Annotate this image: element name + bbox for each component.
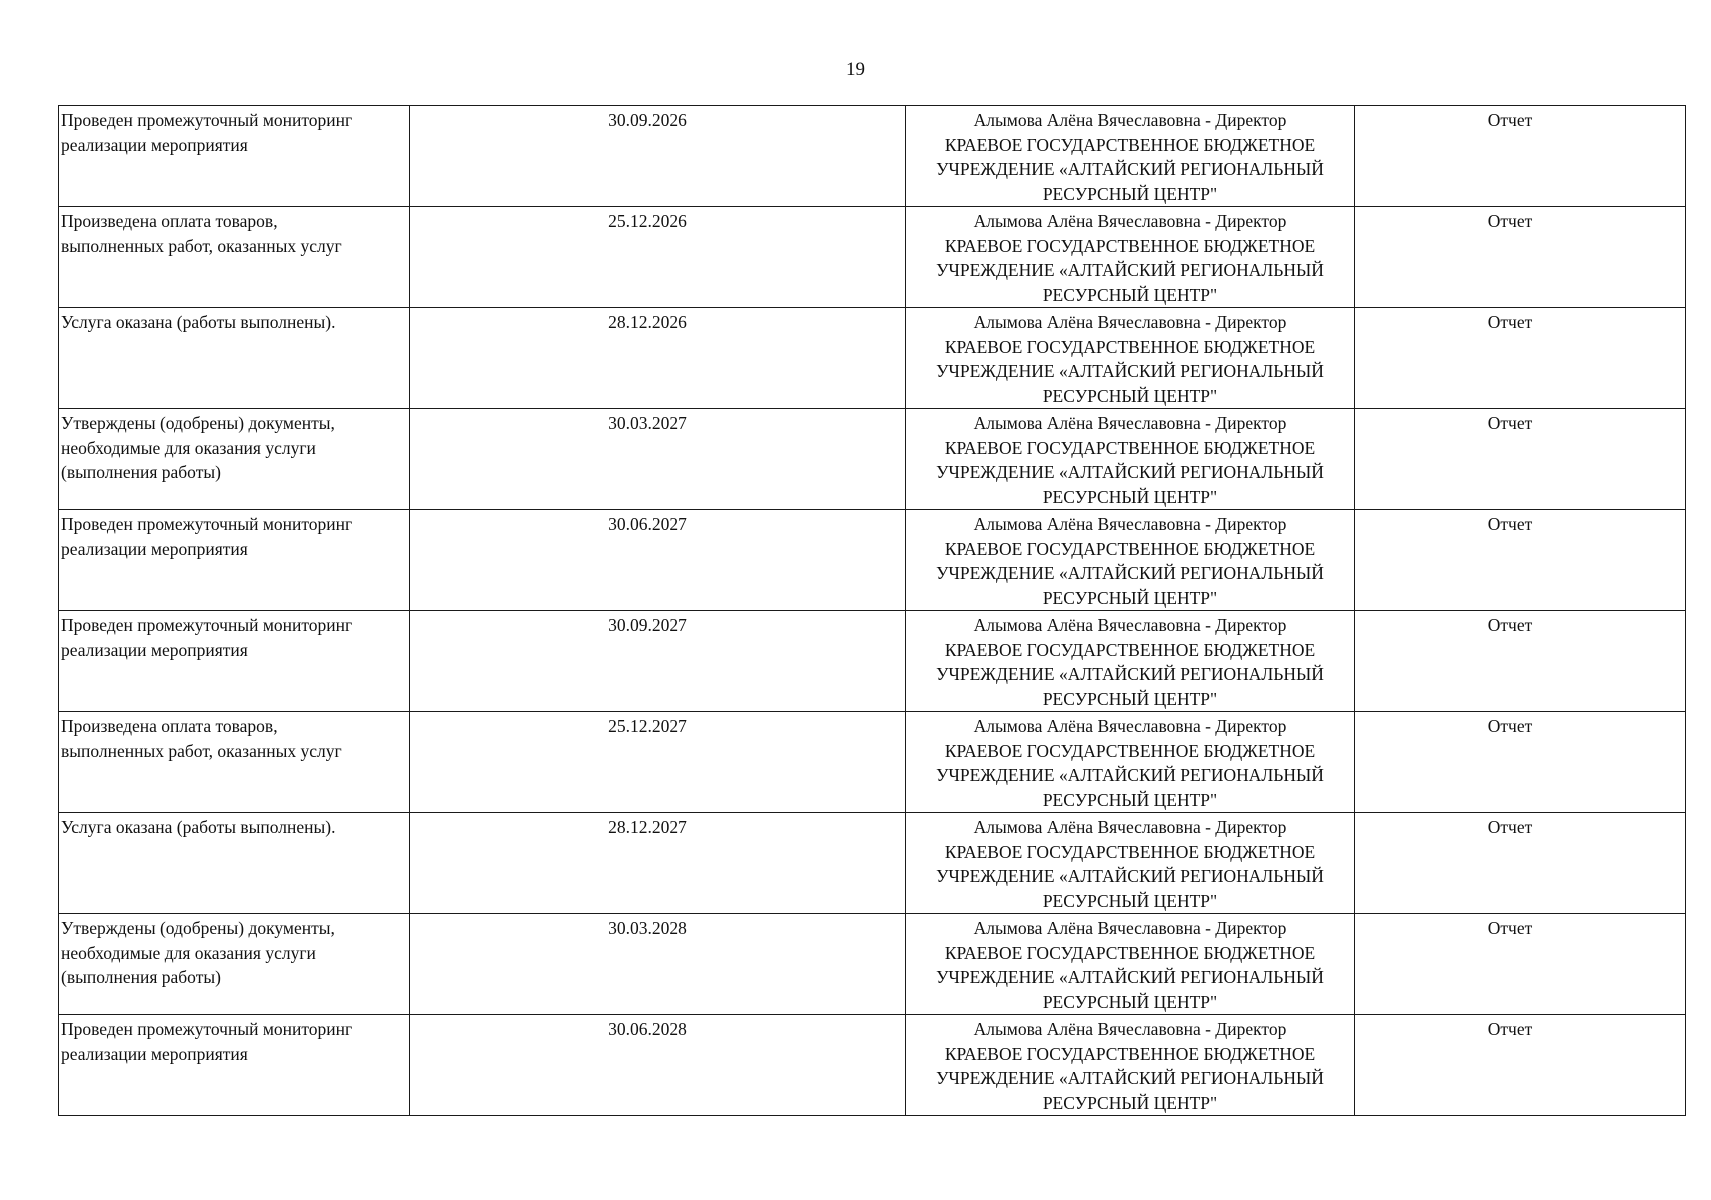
responsible-line: КРАЕВОЕ ГОСУДАРСТВЕННОЕ БЮДЖЕТНОЕ bbox=[944, 437, 1316, 458]
responsible-line: КРАЕВОЕ ГОСУДАРСТВЕННОЕ БЮДЖЕТНОЕ bbox=[944, 942, 1316, 963]
responsible-line: УЧРЕЖДЕНИЕ «АЛТАЙСКИЙ РЕГИОНАЛЬНЫЙ bbox=[936, 765, 1324, 785]
responsible-line: УЧРЕЖДЕНИЕ «АЛТАЙСКИЙ РЕГИОНАЛЬНЫЙ bbox=[936, 159, 1324, 179]
date-cell bbox=[410, 1015, 906, 1116]
date-cell bbox=[410, 914, 906, 1015]
date-cell bbox=[410, 409, 906, 510]
responsible-line: УЧРЕЖДЕНИЕ «АЛТАЙСКИЙ РЕГИОНАЛЬНЫЙ bbox=[936, 866, 1324, 886]
date-text: 25.12.2026 bbox=[608, 211, 687, 231]
date-text: 28.12.2026 bbox=[608, 312, 687, 332]
date-text: 30.09.2026 bbox=[608, 110, 687, 130]
responsible-line: КРАЕВОЕ ГОСУДАРСТВЕННОЕ БЮДЖЕТНОЕ bbox=[944, 1043, 1316, 1064]
event-text: Утверждены (одобрены) документы, необходимые для оказания услуги (выполнения работы) bbox=[61, 918, 335, 987]
table-row bbox=[59, 611, 1686, 712]
responsible-line: УЧРЕЖДЕНИЕ «АЛТАЙСКИЙ РЕГИОНАЛЬНЫЙ bbox=[936, 260, 1324, 280]
table-row bbox=[59, 712, 1686, 813]
responsible-cell bbox=[906, 813, 1355, 914]
responsible-line: КРАЕВОЕ ГОСУДАРСТВЕННОЕ БЮДЖЕТНОЕ bbox=[944, 336, 1316, 357]
responsible-cell bbox=[906, 308, 1355, 409]
document-cell bbox=[1355, 712, 1686, 813]
responsible-cell bbox=[906, 409, 1355, 510]
responsible-line: УЧРЕЖДЕНИЕ «АЛТАЙСКИЙ РЕГИОНАЛЬНЫЙ bbox=[936, 361, 1324, 381]
responsible-line: РЕСУРСНЫЙ ЦЕНТР" bbox=[1042, 486, 1218, 507]
table-row bbox=[59, 106, 1686, 207]
event-cell bbox=[59, 308, 410, 409]
event-cell bbox=[59, 409, 410, 510]
event-text: Проведен промежуточный мониторинг реализации мероприятия bbox=[61, 110, 353, 155]
date-text: 28.12.2027 bbox=[608, 817, 687, 837]
event-text: Услуга оказана (работы выполнены). bbox=[61, 312, 336, 332]
schedule-table bbox=[58, 105, 1686, 1116]
responsible-line: Алымова Алёна Вячеславовна - Директор bbox=[973, 211, 1287, 231]
date-cell bbox=[410, 106, 906, 207]
event-cell bbox=[59, 106, 410, 207]
responsible-line: КРАЕВОЕ ГОСУДАРСТВЕННОЕ БЮДЖЕТНОЕ bbox=[944, 740, 1316, 761]
date-text: 30.06.2027 bbox=[608, 514, 687, 534]
date-cell bbox=[410, 611, 906, 712]
responsible-line: РЕСУРСНЫЙ ЦЕНТР" bbox=[1042, 587, 1218, 608]
document-cell bbox=[1355, 308, 1686, 409]
table-row bbox=[59, 510, 1686, 611]
date-text: 30.09.2027 bbox=[608, 615, 687, 635]
document-cell bbox=[1355, 510, 1686, 611]
event-text: Произведена оплата товаров, выполненных работ, оказанных услуг bbox=[61, 211, 342, 256]
responsible-cell bbox=[906, 1015, 1355, 1116]
event-cell bbox=[59, 510, 410, 611]
responsible-line: УЧРЕЖДЕНИЕ «АЛТАЙСКИЙ РЕГИОНАЛЬНЫЙ bbox=[936, 1068, 1324, 1088]
responsible-line: Алымова Алёна Вячеславовна - Директор bbox=[973, 918, 1287, 938]
responsible-line: Алымова Алёна Вячеславовна - Директор bbox=[973, 312, 1287, 332]
responsible-line: РЕСУРСНЫЙ ЦЕНТР" bbox=[1042, 284, 1218, 305]
date-cell bbox=[410, 510, 906, 611]
responsible-line: РЕСУРСНЫЙ ЦЕНТР" bbox=[1042, 688, 1218, 709]
document-text: Отчет bbox=[1487, 413, 1533, 433]
document-text: Отчет bbox=[1487, 1019, 1533, 1039]
event-text: Произведена оплата товаров, выполненных работ, оказанных услуг bbox=[61, 716, 342, 761]
document-cell bbox=[1355, 409, 1686, 510]
document-cell bbox=[1355, 813, 1686, 914]
responsible-line: КРАЕВОЕ ГОСУДАРСТВЕННОЕ БЮДЖЕТНОЕ bbox=[944, 841, 1316, 862]
document-text: Отчет bbox=[1487, 110, 1533, 130]
document-text: Отчет bbox=[1487, 918, 1533, 938]
responsible-line: Алымова Алёна Вячеславовна - Директор bbox=[973, 110, 1287, 130]
table-row bbox=[59, 914, 1686, 1015]
responsible-line: УЧРЕЖДЕНИЕ «АЛТАЙСКИЙ РЕГИОНАЛЬНЫЙ bbox=[936, 462, 1324, 482]
responsible-line: РЕСУРСНЫЙ ЦЕНТР" bbox=[1042, 991, 1218, 1012]
event-cell bbox=[59, 611, 410, 712]
responsible-line: Алымова Алёна Вячеславовна - Директор bbox=[973, 413, 1287, 433]
event-text: Утверждены (одобрены) документы, необходимые для оказания услуги (выполнения работы) bbox=[61, 413, 335, 482]
responsible-line: РЕСУРСНЫЙ ЦЕНТР" bbox=[1042, 789, 1218, 810]
responsible-cell bbox=[906, 106, 1355, 207]
event-cell bbox=[59, 914, 410, 1015]
responsible-line: КРАЕВОЕ ГОСУДАРСТВЕННОЕ БЮДЖЕТНОЕ bbox=[944, 134, 1316, 155]
document-text: Отчет bbox=[1487, 716, 1533, 736]
responsible-line: Алымова Алёна Вячеславовна - Директор bbox=[973, 817, 1287, 837]
date-text: 30.06.2028 bbox=[608, 1019, 687, 1039]
event-cell bbox=[59, 813, 410, 914]
responsible-line: Алымова Алёна Вячеславовна - Директор bbox=[973, 1019, 1287, 1039]
responsible-line: УЧРЕЖДЕНИЕ «АЛТАЙСКИЙ РЕГИОНАЛЬНЫЙ bbox=[936, 664, 1324, 684]
responsible-line: КРАЕВОЕ ГОСУДАРСТВЕННОЕ БЮДЖЕТНОЕ bbox=[944, 538, 1316, 559]
date-cell bbox=[410, 813, 906, 914]
document-text: Отчет bbox=[1487, 514, 1533, 534]
responsible-line: РЕСУРСНЫЙ ЦЕНТР" bbox=[1042, 890, 1218, 911]
event-text: Услуга оказана (работы выполнены). bbox=[61, 817, 336, 837]
responsible-line: Алымова Алёна Вячеславовна - Директор bbox=[973, 716, 1287, 736]
document-cell bbox=[1355, 106, 1686, 207]
event-text: Проведен промежуточный мониторинг реализации мероприятия bbox=[61, 1019, 353, 1064]
date-cell bbox=[410, 207, 906, 308]
responsible-line: Алымова Алёна Вячеславовна - Директор bbox=[973, 615, 1287, 635]
responsible-line: УЧРЕЖДЕНИЕ «АЛТАЙСКИЙ РЕГИОНАЛЬНЫЙ bbox=[936, 967, 1324, 987]
event-cell bbox=[59, 712, 410, 813]
table-row bbox=[59, 1015, 1686, 1116]
date-cell bbox=[410, 712, 906, 813]
responsible-line: РЕСУРСНЫЙ ЦЕНТР" bbox=[1042, 1092, 1218, 1113]
document-cell bbox=[1355, 1015, 1686, 1116]
document-text: Отчет bbox=[1487, 615, 1533, 635]
date-cell bbox=[410, 308, 906, 409]
responsible-cell bbox=[906, 914, 1355, 1015]
responsible-line: РЕСУРСНЫЙ ЦЕНТР" bbox=[1042, 183, 1218, 204]
event-text: Проведен промежуточный мониторинг реализации мероприятия bbox=[61, 514, 353, 559]
document-text: Отчет bbox=[1487, 817, 1533, 837]
event-cell bbox=[59, 1015, 410, 1116]
table-row bbox=[59, 813, 1686, 914]
document-cell bbox=[1355, 914, 1686, 1015]
page-number: 19 bbox=[846, 59, 865, 80]
table-row bbox=[59, 409, 1686, 510]
date-text: 30.03.2027 bbox=[608, 413, 687, 433]
event-cell bbox=[59, 207, 410, 308]
responsible-line: Алымова Алёна Вячеславовна - Директор bbox=[973, 514, 1287, 534]
table-row bbox=[59, 207, 1686, 308]
responsible-cell bbox=[906, 712, 1355, 813]
responsible-cell bbox=[906, 510, 1355, 611]
responsible-cell bbox=[906, 207, 1355, 308]
responsible-line: КРАЕВОЕ ГОСУДАРСТВЕННОЕ БЮДЖЕТНОЕ bbox=[944, 639, 1316, 660]
table-row bbox=[59, 308, 1686, 409]
date-text: 25.12.2027 bbox=[608, 716, 687, 736]
responsible-cell bbox=[906, 611, 1355, 712]
event-text: Проведен промежуточный мониторинг реализации мероприятия bbox=[61, 615, 353, 660]
date-text: 30.03.2028 bbox=[608, 918, 687, 938]
responsible-line: УЧРЕЖДЕНИЕ «АЛТАЙСКИЙ РЕГИОНАЛЬНЫЙ bbox=[936, 563, 1324, 583]
document-cell bbox=[1355, 207, 1686, 308]
document-text: Отчет bbox=[1487, 312, 1533, 332]
responsible-line: КРАЕВОЕ ГОСУДАРСТВЕННОЕ БЮДЖЕТНОЕ bbox=[944, 235, 1316, 256]
document-text: Отчет bbox=[1487, 211, 1533, 231]
responsible-line: РЕСУРСНЫЙ ЦЕНТР" bbox=[1042, 385, 1218, 406]
document-cell bbox=[1355, 611, 1686, 712]
